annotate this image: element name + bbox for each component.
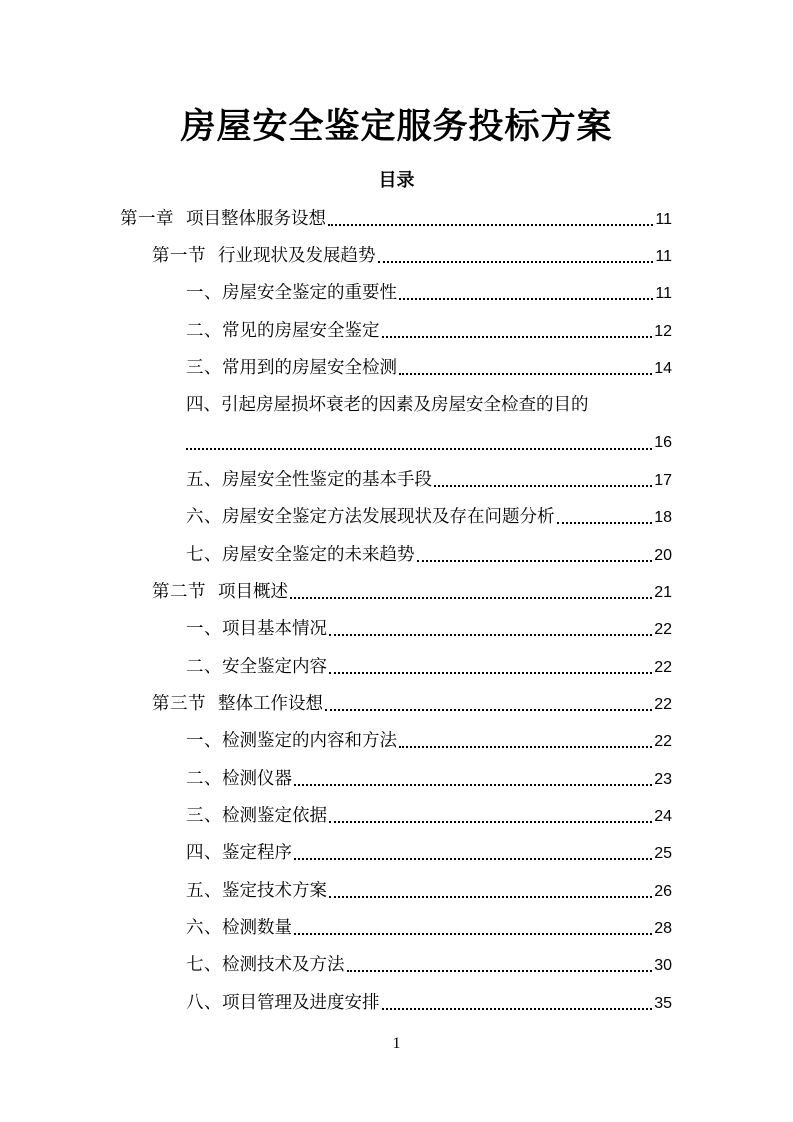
toc-entry-item[interactable]	[186, 614, 672, 644]
toc-entry-text: 房屋安全性鉴定的基本手段	[222, 470, 432, 490]
toc-leader-dots	[417, 560, 653, 562]
toc-entry-number: 第二节	[152, 582, 206, 602]
toc-entry-page: 25	[654, 845, 672, 862]
toc-leader-dots	[329, 672, 652, 674]
toc-entry-item-wrapped[interactable]	[186, 390, 672, 420]
toc-entry-text: 检测鉴定的内容和方法	[222, 731, 397, 751]
toc-entry-number: 一、	[186, 731, 222, 751]
toc-entry-page: 24	[654, 808, 672, 825]
toc-entry-text: 房屋安全鉴定的未来趋势	[222, 545, 415, 565]
toc-leader-dots	[557, 522, 653, 524]
toc-entry-number: 二、	[186, 769, 222, 789]
toc-entry-item[interactable]	[186, 652, 672, 682]
toc-entry-page: 26	[654, 883, 672, 900]
toc-entry-number: 七、	[186, 545, 222, 565]
toc-entry-text: 常见的房屋安全鉴定	[222, 321, 380, 341]
toc-entry-text: 整体工作设想	[218, 694, 323, 714]
toc-entry-number: 六、	[186, 507, 222, 527]
toc-entry-item[interactable]	[186, 726, 672, 756]
toc-entry-section-1[interactable]	[152, 241, 672, 271]
toc-entry-item[interactable]	[186, 988, 672, 1018]
toc-leader-dots	[399, 746, 652, 748]
toc-entry-item[interactable]	[186, 502, 672, 532]
toc-entry-number: 第三节	[152, 694, 206, 714]
toc-entry-text: 鉴定程序	[222, 843, 292, 863]
toc-entry-number: 第一章	[120, 209, 174, 229]
toc-entry-number: 四、	[186, 395, 221, 415]
toc-entry-text: 房屋安全鉴定方法发展现状及存在问题分析	[222, 507, 555, 527]
toc-leader-dots	[399, 298, 653, 300]
toc-entry-number: 三、	[186, 806, 222, 826]
toc-leader-dots	[382, 336, 653, 338]
toc-entry-page: 21	[654, 584, 672, 601]
toc-entry-page: 35	[654, 995, 672, 1012]
toc-entry-item[interactable]	[186, 876, 672, 906]
toc-entry-text: 项目整体服务设想	[186, 209, 326, 229]
toc-entry-text: 项目管理及进度安排	[222, 993, 380, 1013]
toc-entry-number: 一、	[186, 283, 222, 303]
toc-entry-page: 11	[655, 211, 672, 228]
toc-leader-dots	[294, 784, 652, 786]
toc-entry-number: 八、	[186, 993, 222, 1013]
toc-entry-item[interactable]	[186, 316, 672, 346]
toc-entry-item[interactable]	[186, 950, 672, 980]
toc-leader-dots	[294, 858, 652, 860]
toc-leader-dots	[328, 224, 653, 226]
toc-entry-text: 安全鉴定内容	[222, 657, 327, 677]
toc-entry-page: 11	[655, 285, 672, 302]
toc-entry-section-2[interactable]	[152, 577, 672, 607]
toc-entry-text: 检测技术及方法	[222, 955, 345, 975]
toc-entry-page: 22	[654, 659, 672, 676]
toc-entry-number: 四、	[186, 843, 222, 863]
toc-entry-page: 20	[654, 547, 672, 564]
toc-entry-page: 30	[654, 957, 672, 974]
toc-entry-text: 行业现状及发展趋势	[218, 246, 376, 266]
document-title: 房屋安全鉴定服务投标方案	[180, 107, 613, 147]
toc-entry-item[interactable]	[186, 353, 672, 383]
toc-entry-page: 22	[654, 621, 672, 638]
toc-leader-dots	[290, 597, 652, 599]
toc-entry-item[interactable]	[186, 838, 672, 868]
toc-entry-section-3[interactable]	[152, 689, 672, 719]
toc-entry-item[interactable]	[186, 540, 672, 570]
toc-leader-dots	[329, 821, 652, 823]
toc-entry-item-continuation[interactable]	[186, 428, 672, 458]
toc-entry-text: 常用到的房屋安全检测	[222, 358, 397, 378]
toc-entry-text: 项目基本情况	[222, 619, 327, 639]
toc-entry-page: 14	[654, 360, 672, 377]
toc-entry-text: 检测鉴定依据	[222, 806, 327, 826]
toc-entry-text: 房屋安全鉴定的重要性	[222, 283, 397, 303]
toc-entry-number: 二、	[186, 321, 222, 341]
toc-entry-page: 11	[655, 248, 672, 265]
toc-entry-page: 17	[654, 472, 672, 489]
toc-leader-dots	[186, 448, 652, 450]
toc-entry-page: 22	[654, 733, 672, 750]
page-number: 1	[392, 1035, 401, 1052]
toc-entry-item[interactable]	[186, 465, 672, 495]
toc-entry-text: 检测数量	[222, 918, 292, 938]
toc-entry-item[interactable]	[186, 801, 672, 831]
toc-entry-page: 28	[654, 920, 672, 937]
toc-entry-text: 检测仪器	[222, 769, 292, 789]
toc-leader-dots	[329, 896, 652, 898]
toc-heading: 目录	[378, 170, 415, 191]
toc-entry-text: 引起房屋损坏衰老的因素及房屋安全检查的目的	[221, 395, 589, 415]
toc-leader-dots	[347, 970, 653, 972]
toc-entry-number: 六、	[186, 918, 222, 938]
toc-leader-dots	[399, 373, 652, 375]
toc-leader-dots	[294, 933, 652, 935]
toc-entry-number: 七、	[186, 955, 222, 975]
toc-leader-dots	[382, 1008, 653, 1010]
toc-entry-chapter-1[interactable]	[120, 204, 672, 234]
toc-entry-page: 12	[654, 323, 672, 340]
toc-entry-number: 五、	[186, 470, 222, 490]
toc-entry-number: 一、	[186, 619, 222, 639]
toc-entry-page: 18	[654, 509, 672, 526]
toc-leader-dots	[325, 709, 652, 711]
toc-leader-dots	[329, 634, 652, 636]
toc-entry-page: 16	[654, 434, 672, 451]
toc-entry-number: 五、	[186, 881, 222, 901]
toc-entry-page: 22	[654, 696, 672, 713]
toc-entry-text: 鉴定技术方案	[222, 881, 327, 901]
toc-entry-number: 三、	[186, 358, 222, 378]
toc-leader-dots	[434, 485, 652, 487]
toc-entry-item[interactable]	[186, 764, 672, 794]
toc-entry-text: 项目概述	[218, 582, 288, 602]
toc-leader-dots	[378, 261, 654, 263]
toc-entry-page: 23	[654, 771, 672, 788]
toc-entry-item[interactable]	[186, 913, 672, 943]
toc-entry-number: 第一节	[152, 246, 206, 266]
toc-entry-item[interactable]	[186, 278, 672, 308]
toc-entry-number: 二、	[186, 657, 222, 677]
